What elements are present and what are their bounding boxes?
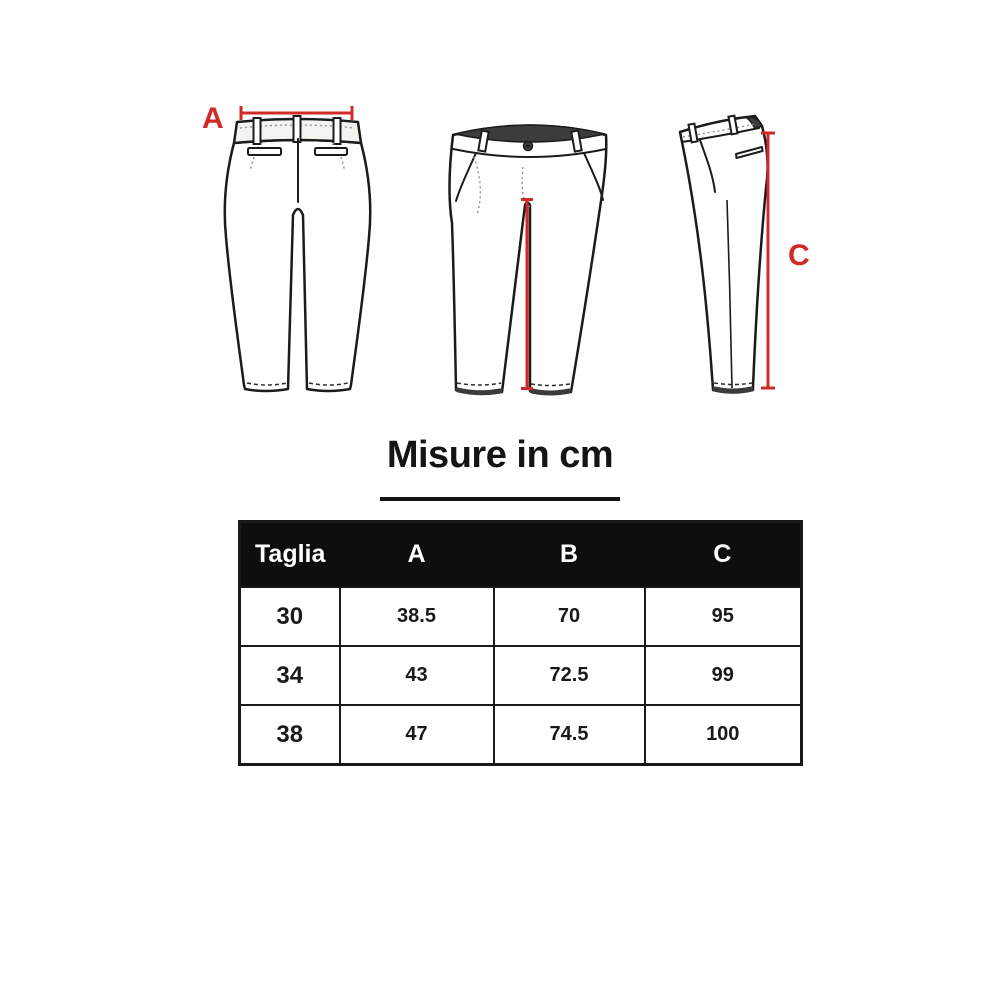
table-row [240, 705, 802, 765]
cell-a: 43 [340, 646, 494, 705]
belt-loop [334, 118, 341, 144]
back-pocket-left [248, 148, 281, 155]
cell-c: 99 [645, 646, 802, 705]
measure-label-c: C [788, 239, 810, 272]
title-underline [380, 497, 620, 501]
cell-b: 70 [494, 587, 645, 646]
belt-loop [254, 118, 261, 144]
pants-back-view-drawing [195, 95, 375, 405]
back-pocket-right [315, 148, 347, 155]
belt-loop [294, 116, 301, 142]
cell-size: 34 [240, 646, 340, 705]
header-c: C [645, 522, 802, 588]
cell-size: 38 [240, 705, 340, 765]
pants-front-view-drawing [440, 103, 620, 403]
pants-side-view-drawing [655, 100, 835, 400]
cell-c: 95 [645, 587, 802, 646]
size-table-header-row [240, 522, 802, 588]
hem-opening-side [715, 389, 751, 391]
waist-button-hole [527, 145, 530, 148]
size-table [238, 520, 803, 766]
pants-side-body [680, 116, 768, 393]
pants-back-view-figure [195, 95, 375, 405]
measure-label-a: A [202, 102, 224, 135]
cell-size: 30 [240, 587, 340, 646]
header-a: A [340, 522, 494, 588]
cell-a: 47 [340, 705, 494, 765]
pants-front-view-figure [440, 103, 620, 403]
cell-b: 72.5 [494, 646, 645, 705]
cell-a: 38.5 [340, 587, 494, 646]
header-taglia: Taglia [240, 522, 340, 588]
page-title: Misure in cm [386, 434, 614, 476]
table-row [240, 646, 802, 705]
pants-side-view-figure [655, 100, 835, 400]
cell-c: 100 [645, 705, 802, 765]
header-b: B [494, 522, 645, 588]
table-row [240, 587, 802, 646]
cell-b: 74.5 [494, 705, 645, 765]
hem-opening-left [458, 390, 500, 393]
hem-opening-right [532, 391, 569, 393]
